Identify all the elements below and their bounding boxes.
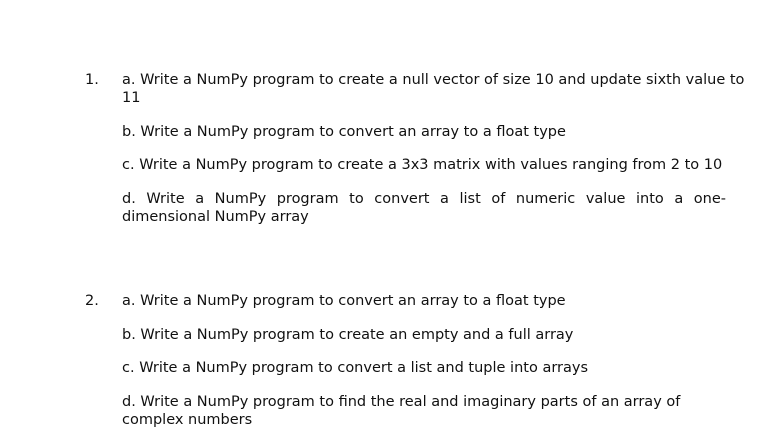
question-part: c. Write a NumPy program to convert a list and tuple into arrays xyxy=(122,360,589,376)
question-number: 1. xyxy=(85,72,99,88)
question-number: 2. xyxy=(85,293,99,309)
question-part: c. Write a NumPy program to create a 3x3 matrix with values ranging from 2 to 10 xyxy=(122,157,723,173)
question-part: d. Write a NumPy program to convert a list of numeric value into a one-dimensional NumPy array xyxy=(122,191,726,225)
question-part: b. Write a NumPy program to convert an array to a float type xyxy=(122,124,566,140)
question-part: a. Write a NumPy program to convert an array to a float type xyxy=(122,293,566,309)
question-part: a. Write a NumPy program to create a null vector of size 10 and update sixth value to 11 xyxy=(122,72,745,106)
question-part: b. Write a NumPy program to create an empty and a full array xyxy=(122,327,574,343)
question-part: d. Write a NumPy program to find the real and imaginary parts of an array of complex numbers xyxy=(122,394,681,428)
